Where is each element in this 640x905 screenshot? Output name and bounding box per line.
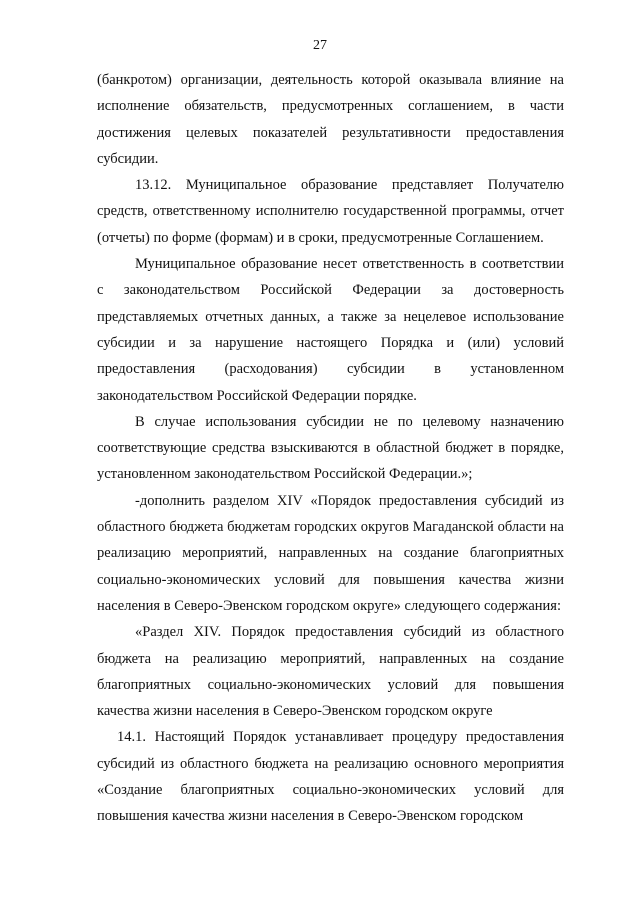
paragraph-add-section-xiv: -дополнить разделом XIV «Порядок предоставления субсидий из областного бюджета бюджетам городских округов Магаданской области на реализацию мероприятий, направленных на создание благоприятных социально-экономических условий для повышения качества жизни населения в Северо-Эвенском городском округе» следующего содержания: <box>97 492 564 614</box>
paragraph-14-1: 14.1. Настоящий Порядок устанавливает процедуру предоставления субсидий из областного бюджета на реализацию основного мероприятия «Создание благоприятных социально-экономических условий для повышения качества жизни населения в Северо-Эвенском городском <box>97 729 564 825</box>
paragraph-section-xiv-title: «Раздел XIV. Порядок предоставления субсидий из областного бюджета на реализацию мероприятий, направленных на создание благоприятных социально-экономических условий для повышения качества жизни населения в Северо-Эвенском городском округе <box>97 624 564 720</box>
paragraph-responsibility: Муниципальное образование несет ответственность в соответствии с законодательством Российской Федерации за достоверность представляемых отчетных данных, а также за нецелевое использование субсидии и за нарушение настоящего Порядка и (или) условий предоставления (расходования) субсидии в установленном законодательством Российской Федерации порядке. <box>97 256 564 404</box>
document-body <box>97 67 564 830</box>
paragraph-13-12: 13.12. Муниципальное образование представляет Получателю средств, ответственному исполнителю государственной программы, отчет (отчеты) по форме (формам) и в сроки, предусмотренные Соглашением. <box>97 177 564 246</box>
page-number: 27 <box>313 38 327 53</box>
paragraph-misuse-recovery: В случае использования субсидии не по целевому назначению соответствующие средства взыскиваются в областной бюджет в порядке, установленном законодательством Российской Федерации.»; <box>97 413 564 483</box>
paragraph-bankruptcy-continuation: (банкротом) организации, деятельность которой оказывала влияние на исполнение обязательств, предусмотренных соглашением, в части достижения целевых показателей результативности предоставления субсидии. <box>97 72 564 167</box>
